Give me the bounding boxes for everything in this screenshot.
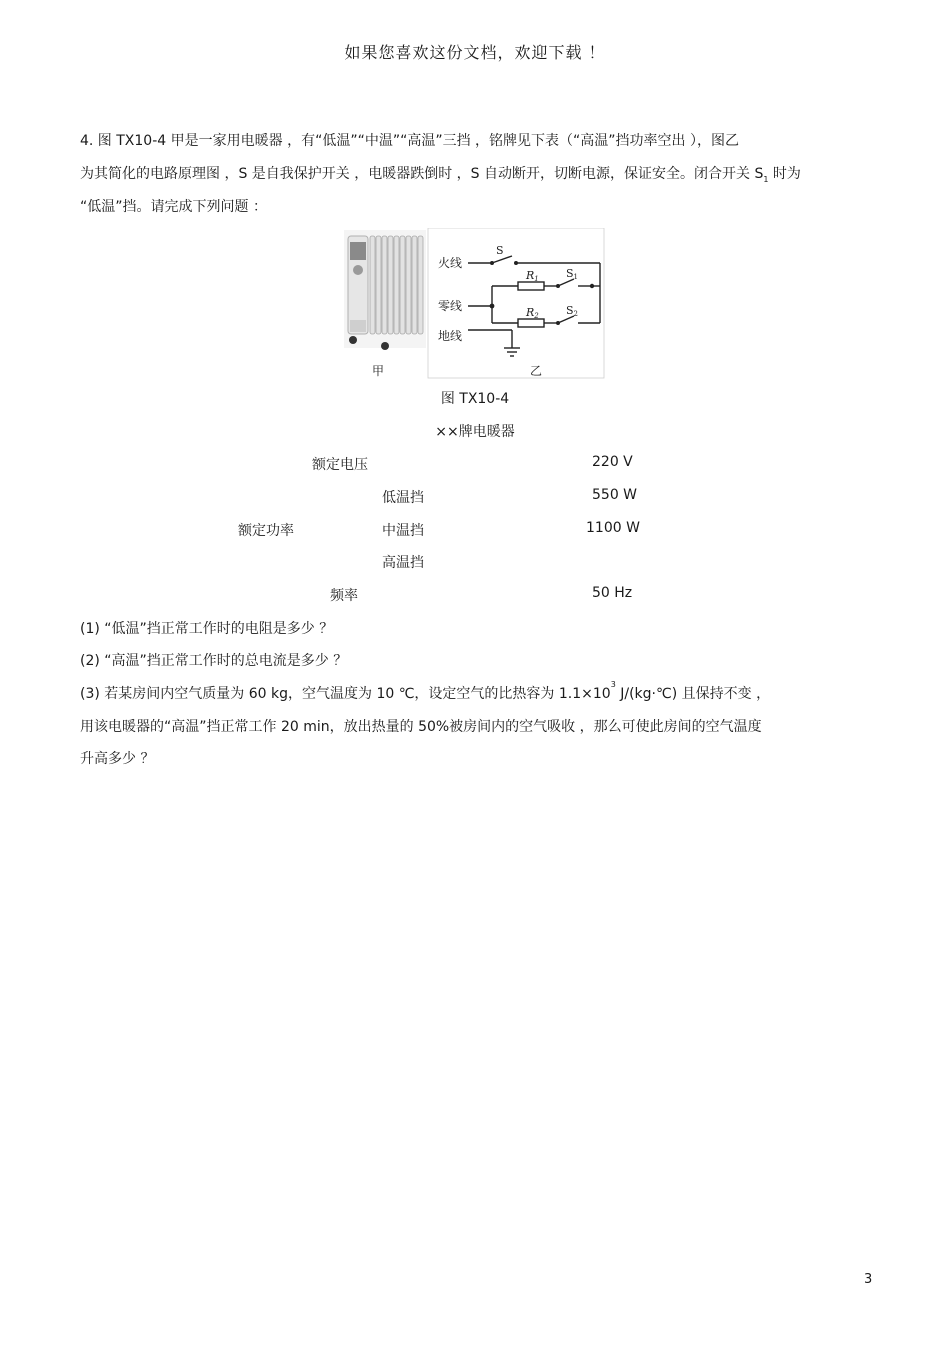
low-gear-label: 低温挡 [382,490,424,506]
mid-gear-value: 1100 W [586,520,640,536]
figure-svg [340,228,606,380]
question-line-2 [80,163,801,184]
live-wire-label: 火线 [438,256,463,270]
rated-voltage-label: 额定电压 [312,457,368,473]
switch-s2-label: S2 [566,304,579,318]
nameplate-title: ××牌电暖器 [435,424,515,440]
subquestion-2: (2) “高温”挡正常工作时的总电流是多少 ？ [80,653,348,669]
subquestion-3-line-2: 用该电暖器的“高温”挡正常工作 20 min，放出热量的 50%被房间内的空气吸收 ，那么可使此房间的空气温度 [80,719,762,735]
figure-tx10-4 [340,228,606,380]
subquestion-3-line-1 [80,680,771,703]
question-line-2-text: 为其简化的电路原理图 ，S 是自我保护开关 ，电暖器跌倒时 ，S 自动断开，切断电源，保证安全。闭合开关 S [80,166,764,182]
subquestion-3-text-b: J/(kg·℃) 且保持不变 ， [615,686,771,702]
page-number: 3 [864,1272,873,1287]
ground-wire-label: 地线 [438,329,463,343]
exponent: 3 [610,680,616,689]
neutral-wire-label: 零线 [438,299,463,313]
rated-voltage-value: 220 V [592,454,633,470]
switch-s-label: S [496,244,504,257]
mid-gear-label: 中温挡 [382,523,424,539]
question-line-3: “低温”挡。请完成下列问题 ： [80,199,267,215]
figure-jia-label: 甲 [372,364,385,378]
figure-caption: 图 TX10-4 [440,391,510,407]
s1-subscript: 1 [763,174,769,184]
page-header: 如果您喜欢这份文档，欢迎下载 ！ [344,43,606,62]
figure-yi-label: 乙 [530,364,543,378]
switch-s1-label: S1 [566,267,579,281]
rated-power-label: 额定功率 [238,523,294,539]
frequency-label: 频率 [330,588,358,604]
subquestion-3-line-3: 升高多少 ？ [80,751,155,767]
resistor-r1-label: R1 [526,269,539,283]
resistor-r2-label: R2 [526,306,539,320]
low-gear-value: 550 W [592,487,638,503]
subquestion-1: (1) “低温”挡正常工作时的电阻是多少 ？ [80,621,334,637]
question-line-1: 4. 图 TX10-4 甲是一家用电暖器 ，有“低温”“中温”“高温”三挡 ，铭牌见下表（“高温”挡功率空出 ），图乙 [80,133,739,149]
high-gear-label: 高温挡 [382,555,424,571]
frequency-value: 50 Hz [592,585,633,601]
heater-illustration [344,230,426,350]
subquestion-3-text-a: (3) 若某房间内空气质量为 60 kg，空气温度为 10 ℃，设定空气的比热容为 1.1×10 [80,686,611,702]
question-line-2-end: 时为 [768,166,801,182]
